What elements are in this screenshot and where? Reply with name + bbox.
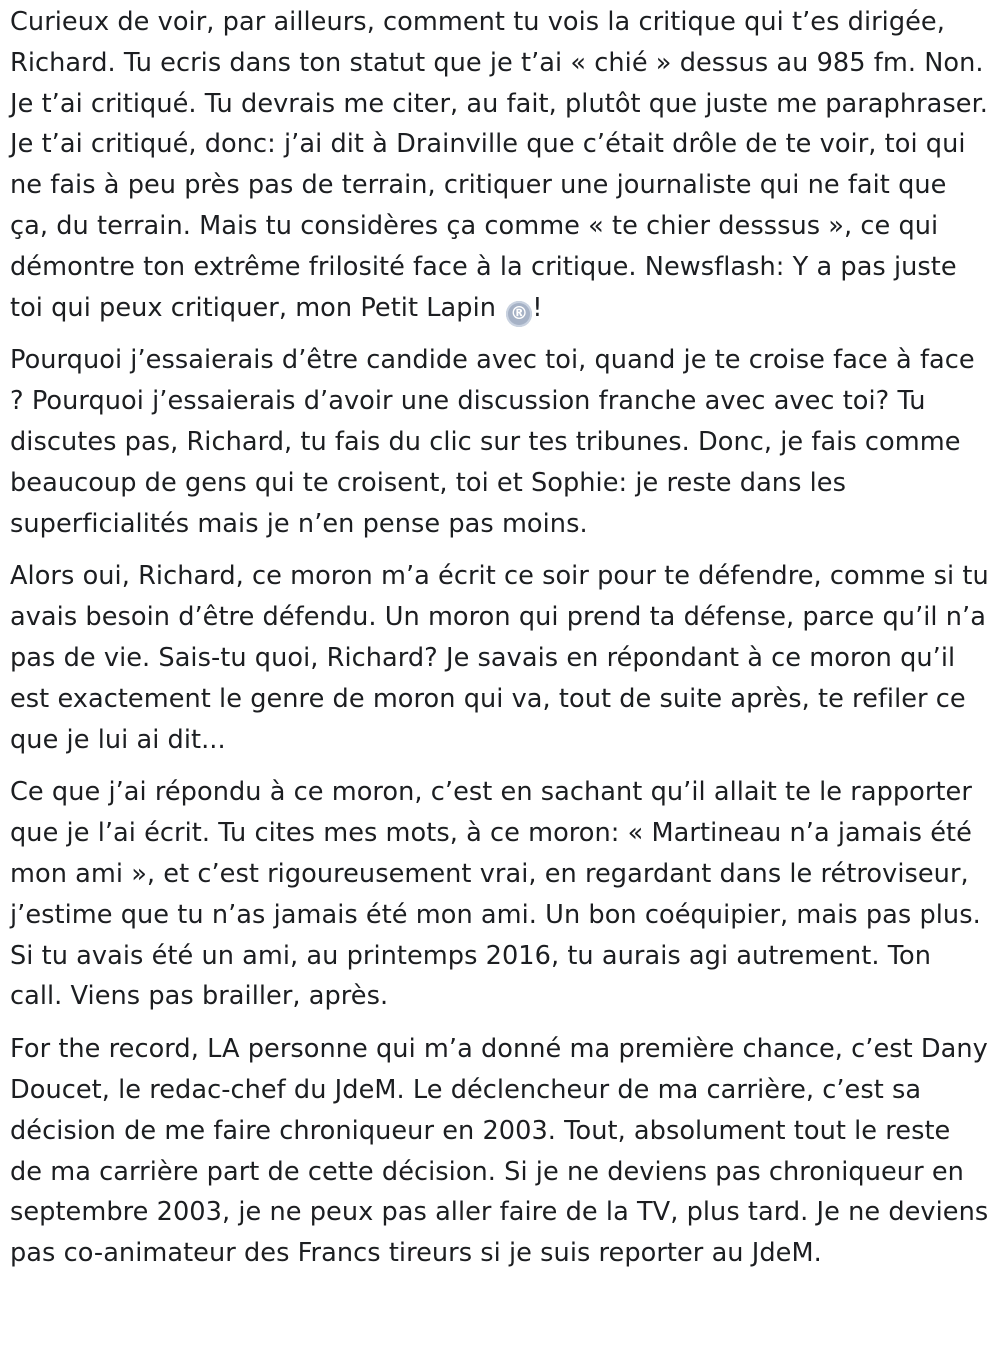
paragraph-2: Pourquoi j’essaierais d’être candide avec toi, quand je te croise face à face ? Pourquoi j’essaierais d’avoir une discussion franche avec avec toi? Tu discutes pas, Richard, tu fais du clic sur tes tribunes. Donc, je fais comme beaucoup de gens qui te croisent, toi et Sophie: je reste dans les superficialités mais je n’en pense pas moins. [10,345,975,539]
paragraph-5: For the record, LA personne qui m’a donné ma première chance, c’est Dany Doucet, le redac-chef du JdeM. Le déclencheur de ma carrière, c’est sa décision de me faire chroniqueur en 2003. Tout, absolument tout le reste de ma carrière part de cette décision. Si je ne deviens pas chroniqueur en septembre 2003, je ne peux pas aller faire de la TV, plus tard. Je ne deviens pas co-animateur des Francs tireurs si je suis reporter au JdeM. [10,1034,989,1269]
paragraph-4: Ce que j’ai répondu à ce moron, c’est en sachant qu’il allait te le rapporter que je l’ai écrit. Tu cites mes mots, à ce moron: « Martineau n’a jamais été mon ami », et c’est rigoureusement vrai, en regardant dans le rétroviseur, j’estime que tu n’as jamais été mon ami. Un bon coéquipier, mais pas plus. Si tu avais été un ami, au printemps 2016, tu aurais agi autrement. Ton call. Viens pas brailler, après. [10,777,981,1012]
paragraph-1-text: Curieux de voir, par ailleurs, comment tu vois la critique qui t’es dirigée, Richard. Tu ecris dans ton statut que je t’ai « chié » dessus au 985 fm. Non. Je t’ai critiqué. Tu devrais me citer, au fait, plutôt que juste me paraphraser. Je t’ai critiqué, donc: j’ai dit à Drainville que c’était drôle de te voir, toi qui ne fais à peu près pas de terrain, critiquer une journaliste qui ne fait que ça, du terrain. Mais tu considères ça comme « te chier desssus », ce qui démontre ton extrême frilosité face à la critique. Newsflash: Y a pas juste toi qui peux critiquer, mon Petit Lapin [10,7,988,323]
paragraph-1 [10,2,990,328]
paragraph-1-end: ! [532,292,543,323]
paragraph-3: Alors oui, Richard, ce moron m’a écrit ce soir pour te défendre, comme si tu avais besoin d’être défendu. Un moron qui prend ta défense, parce qu’il n’a pas de vie. Sais-tu quoi, Richard? Je savais en répondant à ce moron qu’il est exactement le genre de moron qui va, tout de suite après, te refiler ce que je lui ai dit... [10,561,989,755]
registered-emoji-icon: ® [506,301,532,327]
